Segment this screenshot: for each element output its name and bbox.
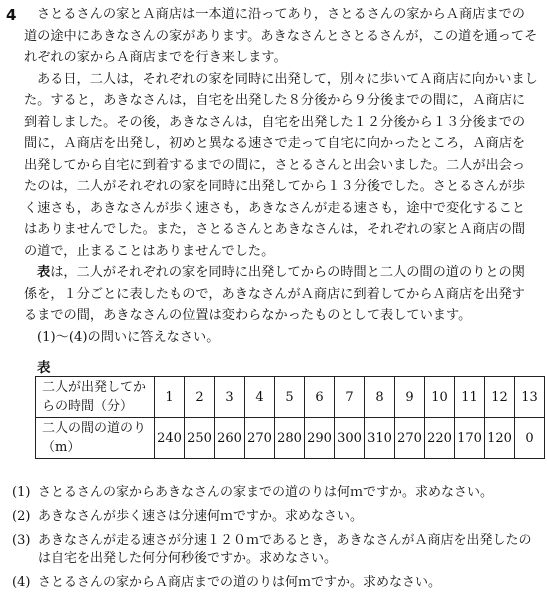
time-cell: 10 — [425, 377, 455, 418]
question-item — [12, 484, 542, 502]
time-cell: 5 — [275, 377, 305, 418]
distance-cell: 0 — [515, 418, 545, 459]
paragraph-3-text: は，二人がそれぞれの家を同時に出発してからの時間と二人の間の道のりとの関係を，１分ごとに表したもので，あきなさんがＡ商店に到着してからＡ商店を出発するまでの間，あきなさんの位置は変わらなかったものとして表しています。 — [24, 265, 525, 323]
distance-cell: 280 — [275, 418, 305, 459]
time-cell: 7 — [335, 377, 365, 418]
table-reference: 表 — [37, 265, 51, 280]
distance-cell: 250 — [185, 418, 215, 459]
question-item — [12, 508, 542, 526]
time-cell: 8 — [365, 377, 395, 418]
distance-cell: 270 — [245, 418, 275, 459]
paragraph-1: さとるさんの家とＡ商店は一本道に沿ってあり，さとるさんの家からＡ商店までの道の途中にあきなさんの家があります。あきなさんとさとるさんが，この道を通ってそれぞれの家からＡ商店までを行き来します。 — [24, 7, 538, 65]
question-text: あきなさんが歩く速さは分速何ｍですか。求めなさい。 — [38, 509, 364, 524]
time-cell: 6 — [305, 377, 335, 418]
paragraph-4: (1)〜(4)の問いに答えなさい。 — [37, 329, 220, 345]
question-num: (3) — [12, 533, 31, 548]
question-text: あきなさんが走る速さが分速１２０ｍであるとき，あきなさんがＡ商店を出発したのは自宅を出発した何分何秒後ですか。求めなさい。 — [38, 533, 532, 566]
data-table — [35, 376, 545, 459]
paragraph-3 — [24, 262, 538, 327]
question-list — [12, 484, 542, 598]
distance-cell: 270 — [395, 418, 425, 459]
time-cell: 1 — [155, 377, 185, 418]
question-num: (2) — [12, 509, 31, 524]
distance-cell: 220 — [425, 418, 455, 459]
question-item — [12, 532, 542, 568]
table-label: 表 — [37, 360, 51, 376]
distance-cell: 310 — [365, 418, 395, 459]
question-number: 4 — [6, 6, 17, 24]
time-cell: 9 — [395, 377, 425, 418]
distance-cell: 300 — [335, 418, 365, 459]
time-cell: 12 — [485, 377, 515, 418]
question-num: (1) — [12, 485, 31, 500]
time-cell: 11 — [455, 377, 485, 418]
time-header: 二人が出発してからの時間（分） — [36, 377, 155, 418]
question-text: さとるさんの家からあきなさんの家までの道のりは何ｍですか。求めなさい。 — [38, 485, 494, 500]
question-item — [12, 574, 542, 592]
distance-cell: 120 — [485, 418, 515, 459]
time-cell: 4 — [245, 377, 275, 418]
table-row — [36, 377, 545, 418]
time-cell: 2 — [185, 377, 215, 418]
question-text: さとるさんの家からＡ商店までの道のりは何ｍですか。求めなさい。 — [38, 575, 442, 590]
distance-cell: 290 — [305, 418, 335, 459]
distance-cell: 260 — [215, 418, 245, 459]
distance-header: 二人の間の道のり（m） — [36, 418, 155, 459]
question-num: (4) — [12, 575, 31, 590]
time-cell: 3 — [215, 377, 245, 418]
paragraph-2: ある日，二人は，それぞれの家を同時に出発して，別々に歩いてＡ商店に向かいました。すると，あきなさんは，自宅を出発した８分後から９分後までの間に，Ａ商店に到着しました。その後，あきなさんは，自宅を出発した１２分後から１３分後までの間に，Ａ商店を出発し，初めと異なる速さで走って自宅に向かったところ，Ａ商店を出発してから自宅に到着するまでの間に，さとるさんと出会いました。二人が出会ったのは，二人がそれぞれの家を同時に出発してから１３分後でした。さとるさんが歩く速さも，あきなさんが歩く速さも，あきなさんが走る速さも，途中で変化することはありませんでした。また，さとるさんとあきなさんは，それぞれの家とＡ商店の間の道で，止まることはありませんでした。 — [24, 71, 538, 259]
problem-text — [24, 4, 538, 348]
distance-cell: 170 — [455, 418, 485, 459]
time-cell: 13 — [515, 377, 545, 418]
distance-cell: 240 — [155, 418, 185, 459]
table-row — [36, 418, 545, 459]
